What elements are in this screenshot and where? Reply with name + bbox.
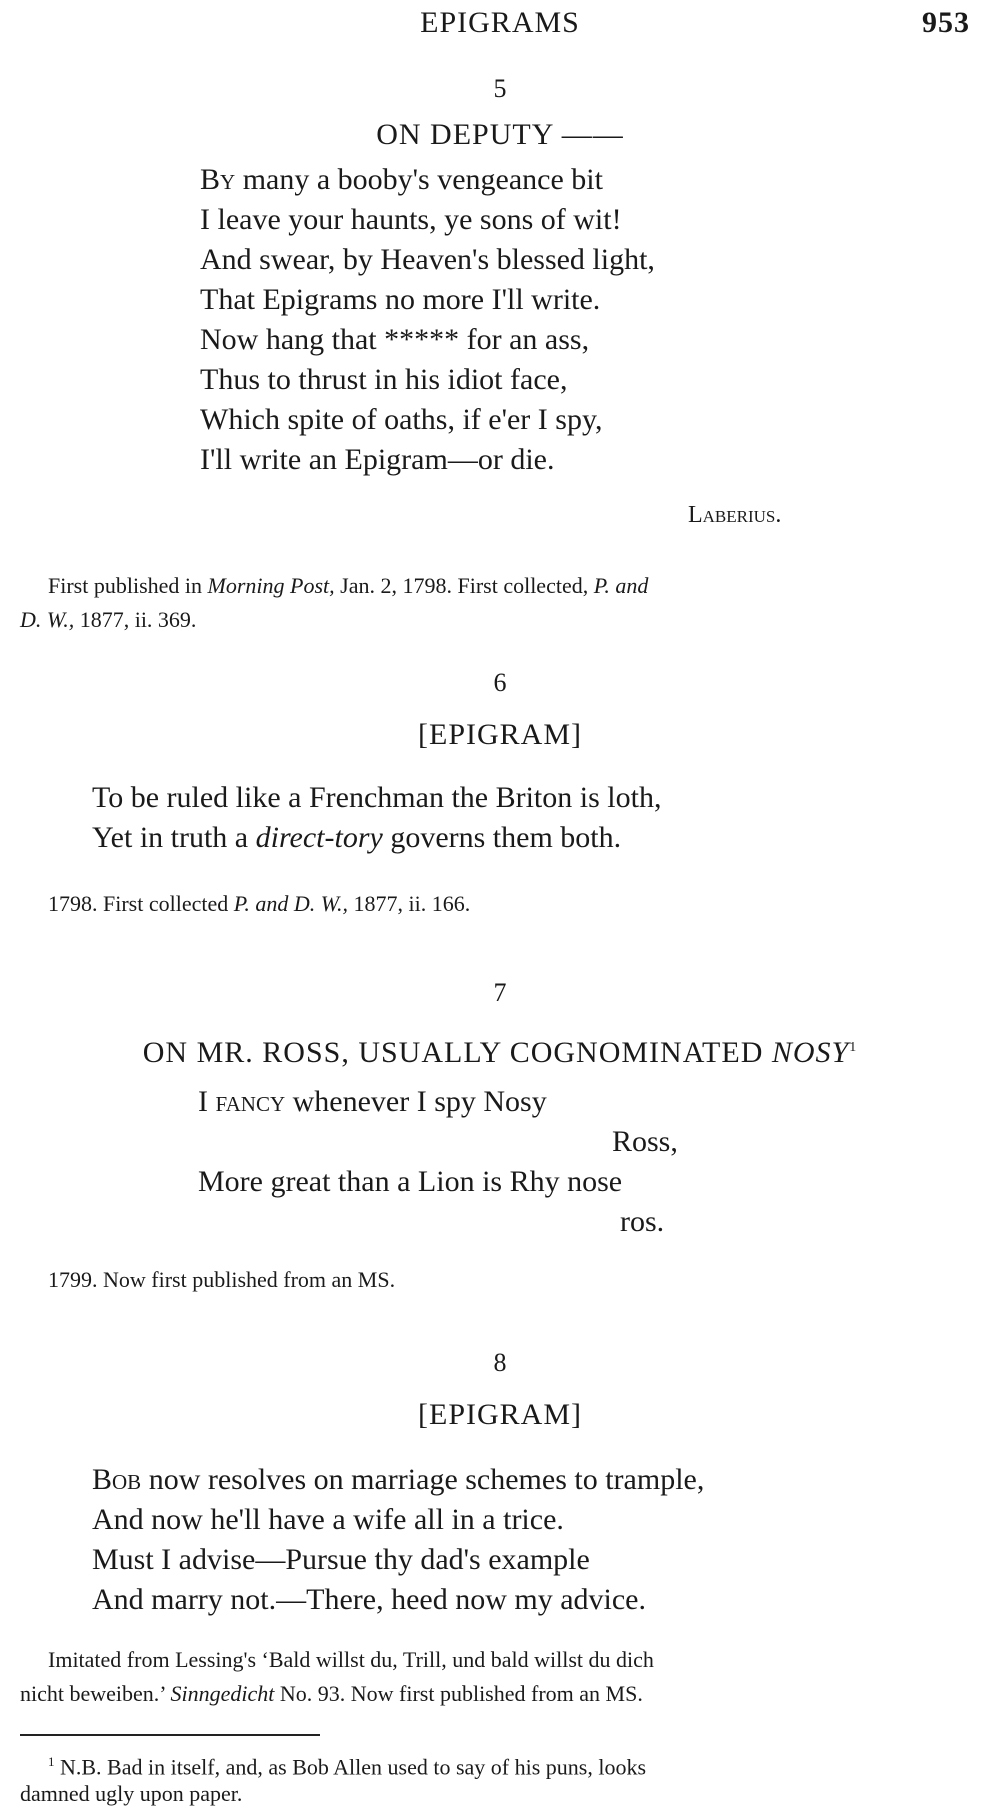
epigram-8-note-line-1: Imitated from Lessing's ‘Bald willst du, Trill, und bald willst du dich — [48, 1647, 654, 1672]
epigram-6-title: [EPIGRAM] — [418, 718, 582, 751]
epigram-7-note: 1799. Now first published from an MS. — [48, 1267, 396, 1292]
epigram-5-initial-word: By — [200, 163, 236, 196]
epigram-8-line-4: And marry not.—There, heed now my advice. — [92, 1583, 646, 1616]
epigram-8-note-line-2: nicht beweiben.’ Sinngedicht No. 93. Now first published from an MS. — [20, 1681, 643, 1706]
epigram-5-line-7: Which spite of oaths, if e'er I spy, — [200, 403, 603, 436]
epigram-5-note-line-2: D. W., 1877, ii. 369. — [20, 607, 197, 632]
page-number: 953 — [922, 6, 970, 39]
epigram-5-line-5: Now hang that ***** for an ass, — [200, 323, 590, 356]
epigram-7-line-1-turnover: Ross, — [612, 1125, 678, 1158]
epigram-5-line-3: And swear, by Heaven's blessed light, — [200, 243, 655, 276]
epigram-8-line-2: And now he'll have a wife all in a trice. — [92, 1503, 564, 1536]
epigram-6-line-2: Yet in truth a direct-tory governs them both. — [92, 821, 622, 854]
epigram-6-note: 1798. First collected P. and D. W., 1877, ii. 166. — [48, 891, 471, 916]
epigram-5-line-6: Thus to thrust in his idiot face, — [200, 363, 568, 396]
footnote-reference-mark: 1 — [849, 1040, 858, 1055]
footnote-line-1: $^1$ N.B. Bad in itself, and, as Bob Allen used to say of his puns, looks — [48, 1754, 647, 1780]
epigram-5-signature: Laberius. — [688, 502, 782, 528]
epigram-8-number: 8 — [493, 1348, 507, 1377]
running-head-title: EPIGRAMS — [420, 6, 580, 39]
epigram-5-line-1 — [200, 160, 603, 200]
epigram-7-number: 7 — [493, 978, 507, 1007]
epigram-5-number: 5 — [493, 74, 507, 103]
epigram-5-line-4: That Epigrams no more I'll write. — [200, 283, 601, 316]
epigram-5-note-line-1: First published in Morning Post, Jan. 2, 1798. First collected, P. and — [48, 573, 649, 598]
epigram-8-line-1: Bob now resolves on marriage schemes to trample, — [92, 1463, 705, 1496]
footnote-rule — [20, 1734, 320, 1736]
epigram-6-number: 6 — [493, 668, 507, 697]
epigram-6-line-1: To be ruled like a Frenchman the Briton is loth, — [92, 781, 662, 814]
epigram-7-line-2-turnover: ros. — [620, 1205, 665, 1238]
epigram-5-line-1-rest: many a booby's vengeance bit — [235, 163, 603, 196]
epigram-7-line-1: I fancy whenever I spy Nosy — [198, 1085, 547, 1118]
epigram-8-line-3: Must I advise—Pursue thy dad's example — [92, 1543, 590, 1576]
epigram-7-line-2: More great than a Lion is Rhy nose — [198, 1165, 623, 1198]
epigram-7-title: ON MR. ROSS, USUALLY COGNOMINATED NOSY$^1$ — [142, 1036, 858, 1069]
epigram-5-title: ON DEPUTY —— — [376, 118, 624, 151]
footnote-line-2: damned ugly upon paper. — [20, 1781, 243, 1806]
epigram-5-line-8: I'll write an Epigram—or die. — [200, 443, 555, 476]
epigram-8-title: [EPIGRAM] — [418, 1398, 582, 1431]
epigram-5-line-2: I leave your haunts, ye sons of wit! — [200, 203, 622, 236]
